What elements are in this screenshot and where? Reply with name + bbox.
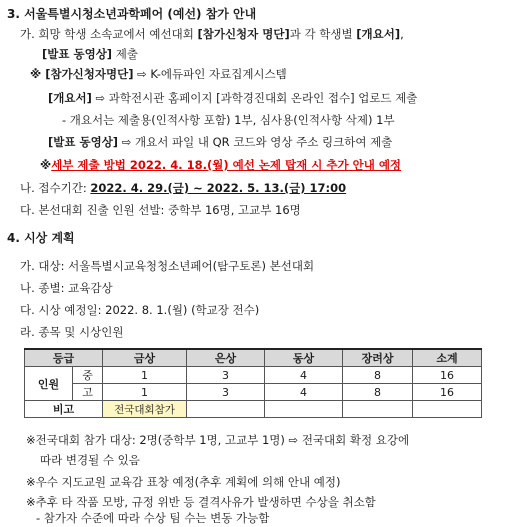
section-4-item-ra: 라. 종목 및 시상인원 <box>20 325 124 339</box>
star-note-3 <box>48 134 392 150</box>
ga2-end: 제출 <box>112 47 138 61</box>
table-cell: 1 <box>103 384 187 401</box>
applicant-list-label: [참가신청자 명단] <box>197 27 290 41</box>
header-silver: 은상 <box>187 349 265 367</box>
section-3-item-da: 다. 본선대회 진출 인원 선발: 중학부 16명, 고교부 16명 <box>20 203 301 217</box>
section-4-title: 4. 시상 계획 <box>7 231 75 245</box>
table-cell <box>343 401 413 418</box>
table-header-row <box>25 349 482 367</box>
section-3-item-na <box>20 180 346 196</box>
table-cell: 3 <box>187 367 265 384</box>
header-subtotal: 소계 <box>413 349 482 367</box>
ga-mid: 과 각 학생별 <box>289 27 357 41</box>
note-1: ※전국대회 참가 대상: 2명(중학부 1명, 고교부 1명) ⇨ 전국대회 확정 요강에 <box>26 433 410 447</box>
header-bronze: 동상 <box>265 349 343 367</box>
table-cell <box>187 401 265 418</box>
period-label: 나. 접수기간: <box>20 181 91 195</box>
star-note-2 <box>48 90 417 106</box>
star1-bracket: [참가신청자명단] <box>45 67 134 81</box>
note-1-cont: 따라 변경될 수 있음 <box>40 453 140 467</box>
row-sub-high: 고 <box>73 384 103 401</box>
star-note-4 <box>40 157 401 173</box>
star3-rest: ⇨ 개요서 파일 내 QR 코드와 영상 주소 링크하여 제출 <box>118 135 393 149</box>
detail-submission-notice: 세부 제출 방법 2022. 4. 18.(월) 예선 논제 탑재 시 추가 안내 예정 <box>51 158 402 172</box>
row-sub-middle: 중 <box>73 367 103 384</box>
video-label: [발표 동영상] <box>42 47 113 61</box>
section-3-title: 3. 서울특별시청소년과학페어 (예선) 참가 안내 <box>7 7 257 21</box>
table-row <box>25 367 482 384</box>
note-mark: ※ <box>30 67 46 81</box>
table-cell <box>265 401 343 418</box>
awards-table <box>24 348 482 418</box>
star-note-2-sub: - 개요서는 제출용(인적사항 포함) 1부, 심사용(인적사항 삭제) 1부 <box>62 113 395 127</box>
table-cell: 3 <box>187 384 265 401</box>
note-3: ※추후 타 작품 모방, 규정 위반 등 결격사유가 발생하면 수상을 취소함 <box>26 495 376 509</box>
star-note-1 <box>30 66 287 82</box>
table-row <box>25 384 482 401</box>
ga-prefix: 가. 희망 학생 소속교에서 예선대회 <box>20 27 198 41</box>
table-cell <box>413 401 482 418</box>
section-3-item-ga <box>20 26 404 42</box>
ga-end: , <box>400 27 404 41</box>
star4-mark: ※ <box>40 158 52 172</box>
star2-bracket: [개요서] <box>48 91 92 105</box>
table-cell: 8 <box>343 384 413 401</box>
star2-rest: ⇨ 과학전시관 홈페이지 [과학경진대회 온라인 접수] 업로드 제출 <box>91 91 418 105</box>
table-cell: 16 <box>413 384 482 401</box>
table-cell: 8 <box>343 367 413 384</box>
table-cell: 16 <box>413 367 482 384</box>
table-note-row <box>25 401 482 418</box>
section-3-item-ga-cont <box>42 46 138 62</box>
header-encouragement: 장려상 <box>343 349 413 367</box>
star3-bracket: [발표 동영상] <box>48 135 119 149</box>
section-4-item-da: 다. 시상 예정일: 2022. 8. 1.(월) (학교장 전수) <box>20 303 260 317</box>
section-4-item-na: 나. 종별: 교육감상 <box>20 281 113 295</box>
note-3-sub: - 참가자 수준에 따라 수상 팀 수는 변동 가능함 <box>36 511 270 525</box>
note-2: ※우수 지도교원 교육감 표창 예정(추후 계획에 의해 안내 예정) <box>26 475 341 489</box>
period-value: 2022. 4. 29.(금) ~ 2022. 5. 13.(금) 17:00 <box>90 181 347 195</box>
summary-label: [개요서] <box>356 27 401 41</box>
section-4-item-ga: 가. 대상: 서울특별시교육청청소년페어(탐구토론) 본선대회 <box>20 259 315 273</box>
table-cell: 4 <box>265 367 343 384</box>
table-cell: 1 <box>103 367 187 384</box>
row-label-count: 인원 <box>25 367 73 401</box>
star1-rest: ⇨ K-에듀파인 자료집계시스템 <box>133 67 287 81</box>
note-label: 비고 <box>25 401 103 418</box>
note-national-contest: 전국대회참가 <box>103 401 187 418</box>
header-gold: 금상 <box>103 349 187 367</box>
table-cell: 4 <box>265 384 343 401</box>
header-grade: 등급 <box>25 349 103 367</box>
